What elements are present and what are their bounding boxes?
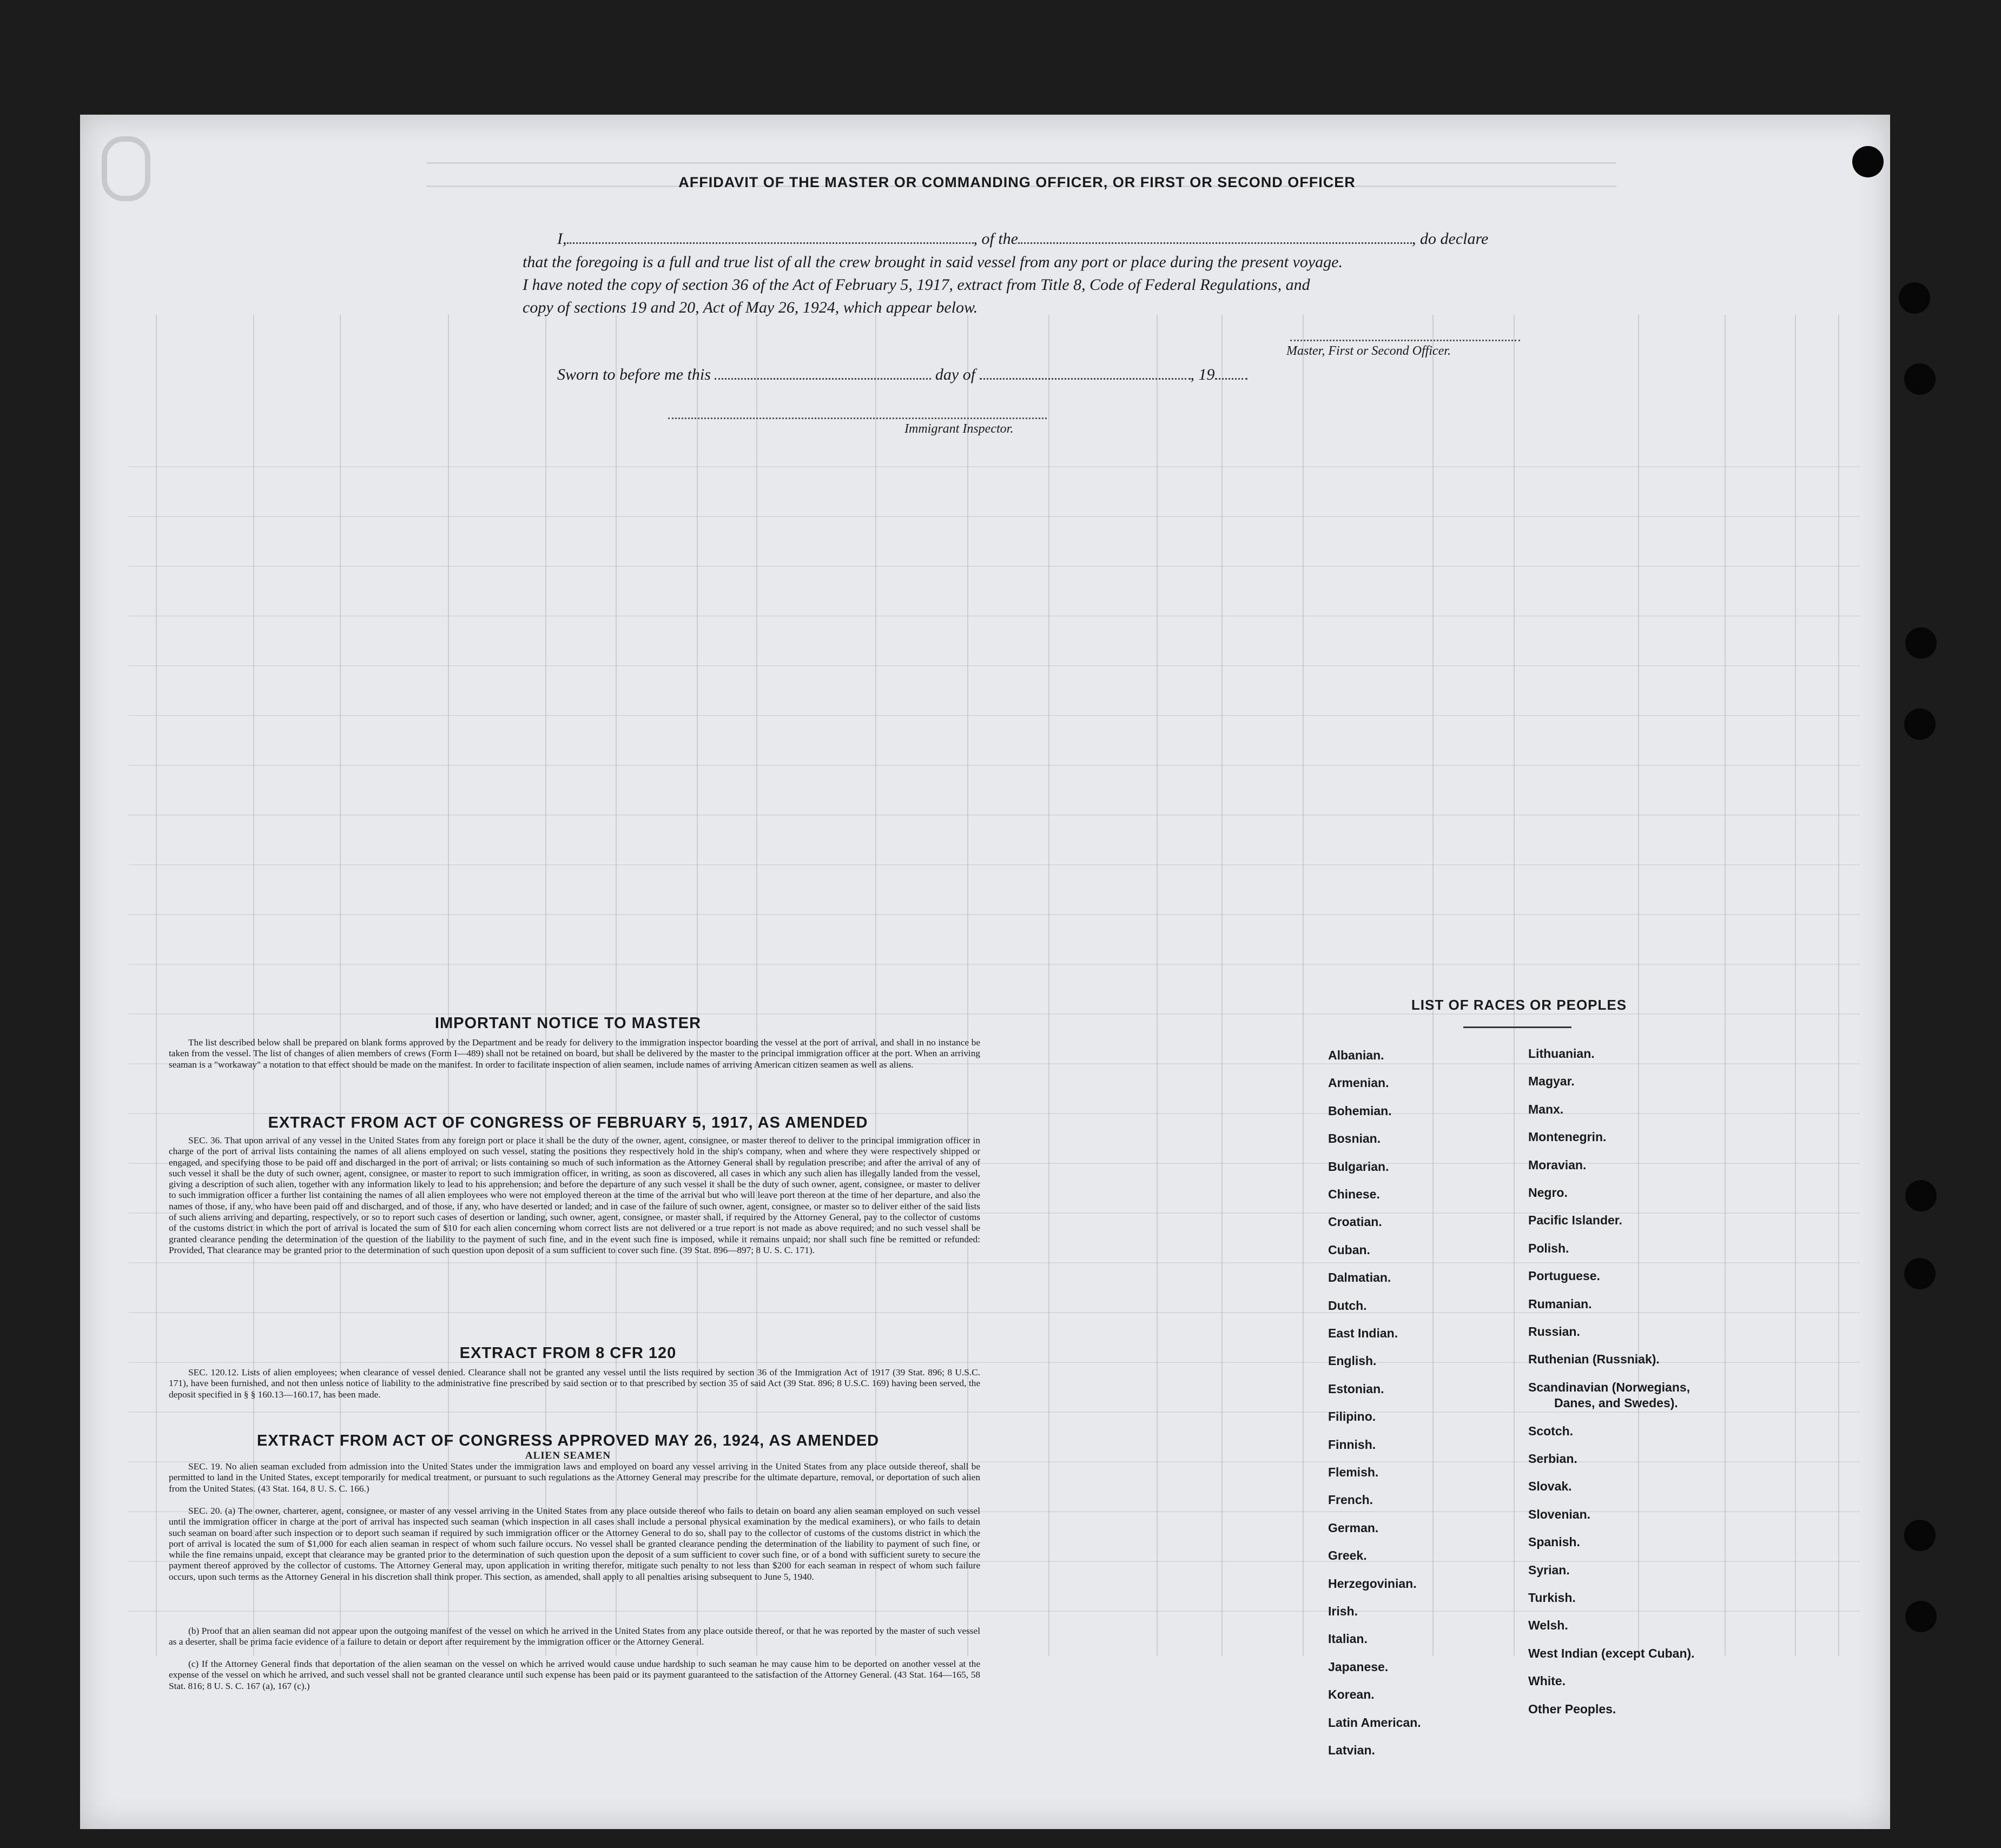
binder-hole <box>1904 363 1936 395</box>
master-caption: Master, First or Second Officer. <box>1286 344 1451 358</box>
race-item: Scandinavian (Norwegians, <box>1528 1380 1690 1394</box>
declarant-name-field[interactable] <box>567 230 974 244</box>
race-item: Welsh. <box>1528 1618 1568 1632</box>
affidavit-line-3: I have noted the copy of section 36 of the Act of February 5, 1917, extract from Title 8, Code of Federal Regulations, and <box>523 276 1310 294</box>
race-item: French. <box>1328 1493 1373 1507</box>
extract-1924-sec20c: (c) If the Attorney General finds that deportation of the alien seaman on the vessel on which he arrived would cause undue hardship to such seaman he may cause him to be deported on another vessel at the expense of the vessel on which he arrived, and such vessel shall not be granted clearance until such expense has been paid or its payment guaranteed to the satisfaction of the Attorney General. (43 Stat. 164—165, 58 Stat. 816; 8 U. S. C. 167 (a), 167 (c).) <box>169 1659 980 1691</box>
race-item: Slovak. <box>1528 1479 1572 1493</box>
race-item: West Indian (except Cuban). <box>1528 1646 1695 1660</box>
binder-hole <box>1904 1520 1936 1551</box>
binder-hole <box>1905 1601 1937 1632</box>
affidavit-line-4: copy of sections 19 and 20, Act of May 26, 1924, which appear below. <box>523 299 978 316</box>
race-item: Bulgarian. <box>1328 1160 1389 1174</box>
race-item: Latin American. <box>1328 1715 1421 1730</box>
master-signature-line[interactable] <box>1290 340 1520 341</box>
race-item: Flemish. <box>1328 1465 1379 1479</box>
race-item: Montenegrin. <box>1528 1130 1607 1144</box>
binder-hole <box>1852 146 1884 177</box>
sworn-prefix: Sworn to before me this <box>557 366 711 383</box>
extract-1917-body: SEC. 36. That upon arrival of any vessel in the United States from any foreign port or place it shall be the duty of the owner, agent, consignee, or master thereof to deliver to the principal immigration officer in charge of the port of arrival lists containing the names of all aliens employed on such vessel, stating the positions they respectively hold in the ship's company, when and where they were respectively shipped or engaged, and specifying those to be paid off and discharged in the port of arrival; or lists containing so much of such information as the Attorney General shall by regulation prescribe; and after the arrival of any of such vessel it shall be the duty of such owner, agent, consignee, or master to report to such immigration officer, in writing, as soon as discovered, all cases in which any such alien has illegally landed from the vessel, giving a description of such alien, together with any information likely to lead to his apprehension; and before the departure of any such vessel it shall be the duty of such owner, agent, consignee, or master to deliver to such immigration officer a further list containing the names of all alien employees who were not employed thereon at the time of the arrival but who will leave port thereon at the time of her departure, and also the names of those, if any, who have been paid off and discharged, and of those, if any, who have deserted or landed; and in case of the failure of such owner, agent, consignee, or master so to deliver either of the said lists of such aliens arriving and departing, respectively, or so to report such cases of desertion or landing, such owner, agent, consignee, or master shall, if required by the Attorney General, pay to the collector of customs of the customs district in which the port of arrival is located the sum of $10 for each alien concerning whom correct lists are not delivered or a true report is not made as above required; and no such vessel shall be granted clearance pending the determination of the question of the liability to the payment of such fine, and in the event such fine is imposed, while it remains unpaid; nor shall such fine be remitted or refunded: Provided, That clearance may be granted prior to the determination of such question upon deposit of a sum sufficient to cover such fine. (39 Stat. 896—897; 8 U. S. C. 171). <box>169 1135 980 1255</box>
extract-1924-title: EXTRACT FROM ACT OF CONGRESS APPROVED MAY 26, 1924, AS AMENDED <box>256 1432 880 1449</box>
race-item: Latvian. <box>1328 1743 1375 1757</box>
binder-hole <box>1899 282 1930 314</box>
race-item: Bosnian. <box>1328 1131 1381 1145</box>
notice-body: The list described below shall be prepared on blank forms approved by the Department and be ready for delivery to the immigration inspector boarding the vessel at the port of arrival, and shall in no instance be taken from the vessel. The list of changes of alien members of crews (Form I—489) shall not be retained on board, but shall be delivered by the master to the principal immigration officer at the port. When an arriving seaman is a "workaway" a notation to that effect should be made on the manifest. In order to facilitate inspection of alien seamen, include names of arriving American citizen seamen as well as aliens. <box>169 1037 980 1070</box>
sworn-year-field[interactable] <box>1215 366 1247 380</box>
extract-cfr-title: EXTRACT FROM 8 CFR 120 <box>459 1344 677 1362</box>
race-item: Herzegovinian. <box>1328 1577 1417 1591</box>
race-item: Ruthenian (Russniak). <box>1528 1352 1660 1366</box>
binder-hole <box>1904 708 1936 740</box>
race-item: Lithuanian. <box>1528 1046 1595 1061</box>
race-item: Irish. <box>1328 1604 1358 1618</box>
race-item: Scotch. <box>1528 1424 1574 1438</box>
race-item: German. <box>1328 1521 1379 1535</box>
extract-1924-sec19: SEC. 19. No alien seaman excluded from admission into the United States under the immigration laws and employed on board any vessel arriving in the United States from any place outside thereof, shall be permitted to land in the United States, except temporarily for medical treatment, or pursuant to such regulations as the Attorney General may prescribe for the ultimate departure, removal, or deportation of such alien from the United States. (43 Stat. 164, 8 U. S. C. 166.) <box>169 1461 980 1494</box>
race-item: Armenian. <box>1328 1076 1389 1090</box>
race-item: Chinese. <box>1328 1187 1380 1201</box>
race-item: Danes, and Swedes). <box>1554 1396 1678 1410</box>
races-title: LIST OF RACES OR PEOPLES <box>1411 997 1627 1013</box>
race-item: Russian. <box>1528 1324 1580 1339</box>
affidavit-declaration-line <box>557 228 1488 250</box>
extract-cfr-body: SEC. 120.12. Lists of alien employees; when clearance of vessel denied. Clearance shall not be granted any vessel until the lists required by section 36 of the Immigration Act of 1917 (39 Stat. 896; 8 U.S.C. 171), have been furnished, and not then unless notice of liability to the administrative fine prescribed by said section or to that prescribed by section 35 of said Act (39 Stat. 896; 8 U.S.C. 169) having been served, the deposit specified in § § 160.13—160.17, has been made. <box>169 1367 980 1400</box>
inspector-caption: Immigrant Inspector. <box>904 422 1014 436</box>
race-item: Polish. <box>1528 1241 1569 1255</box>
race-item: Bohemian. <box>1328 1104 1392 1118</box>
race-item: Greek. <box>1328 1548 1367 1562</box>
binder-hole <box>1905 627 1937 659</box>
sworn-line <box>557 364 1247 386</box>
race-item: Syrian. <box>1528 1563 1570 1577</box>
race-item: Italian. <box>1328 1632 1368 1646</box>
declare-text: , do declare <box>1412 230 1489 248</box>
sworn-day-of: day of <box>935 366 976 383</box>
race-item: Dalmatian. <box>1328 1270 1391 1284</box>
alien-seamen-subtitle: ALIEN SEAMEN <box>525 1450 611 1461</box>
binder-hole <box>1905 1180 1937 1211</box>
race-item: Portuguese. <box>1528 1269 1600 1283</box>
extract-1924-sec20a: SEC. 20. (a) The owner, charterer, agent, consignee, or master of any vessel arriving in the United States from any place outside thereof who fails to detain on board any alien seaman employed on such vessel until the immigration officer in charge at the port of arrival has inspected such seaman (which inspection in all cases shall include a personal physical examination by the medical examiners), or who fails to detain such seaman on board after such inspection or to deport such seaman if required by such immigration officer or the Attorney General to do so, shall pay to the collector of customs of the customs district in which the port of arrival is located the sum of $1,000 for each alien seaman in respect of whom such failure occurs. No vessel shall be granted clearance pending the determination of the liability to payment of such fine, or while the fine remains unpaid, except that clearance may be granted prior to the determination of such question upon the deposit of a sum sufficient to cover such fine, or of a bond with sufficient surety to secure the payment thereof approved by the collector of customs. The Attorney General may, upon application in writing therefor, mitigate such penalty to not less than $200 for each seaman in respect of whom such failure occurs, upon such terms as the Attorney General in his discretion shall think proper. This section, as amended, shall apply to all penalties arising subsequent to June 5, 1940. <box>169 1506 980 1582</box>
declarant-of-text: , of the <box>973 230 1018 248</box>
race-item: Cuban. <box>1328 1243 1370 1257</box>
races-title-rule <box>1463 1026 1571 1028</box>
race-item: Other Peoples. <box>1528 1702 1616 1716</box>
race-item: Albanian. <box>1328 1048 1384 1062</box>
race-item: East Indian. <box>1328 1326 1398 1340</box>
declarant-prefix: I, <box>557 230 567 248</box>
race-item: Dutch. <box>1328 1299 1367 1313</box>
race-item: Japanese. <box>1328 1660 1389 1674</box>
extract-1917-title: EXTRACT FROM ACT OF CONGRESS OF FEBRUARY 5, 1917, AS AMENDED <box>268 1114 868 1131</box>
vessel-name-field[interactable] <box>1018 230 1412 244</box>
race-item: White. <box>1528 1674 1566 1688</box>
race-item: Serbian. <box>1528 1452 1577 1466</box>
sworn-month-field[interactable] <box>980 366 1191 380</box>
race-item: Negro. <box>1528 1185 1568 1200</box>
race-item: Korean. <box>1328 1687 1375 1701</box>
inspector-signature-line[interactable] <box>668 418 1047 419</box>
race-item: Manx. <box>1528 1102 1564 1116</box>
race-item: Spanish. <box>1528 1535 1580 1549</box>
race-item: Filipino. <box>1328 1409 1376 1423</box>
race-item: Rumanian. <box>1528 1297 1592 1311</box>
binder-hole <box>1904 1258 1936 1289</box>
race-item: Finnish. <box>1328 1438 1376 1452</box>
race-item: Estonian. <box>1328 1382 1384 1396</box>
affidavit-line-2: that the foregoing is a full and true list of all the crew brought in said vessel from any port or place during the present voyage. <box>523 253 1343 271</box>
race-item: English. <box>1328 1354 1377 1368</box>
race-item: Magyar. <box>1528 1074 1575 1088</box>
sworn-year-prefix: , 19 <box>1190 366 1215 383</box>
affidavit-title: AFFIDAVIT OF THE MASTER OR COMMANDING OFFICER, OR FIRST OR SECOND OFFICER <box>678 174 1356 190</box>
race-item: Slovenian. <box>1528 1507 1591 1521</box>
race-item: Turkish. <box>1528 1591 1576 1605</box>
race-item: Croatian. <box>1328 1215 1382 1229</box>
sworn-day-field[interactable] <box>715 366 931 380</box>
race-item: Moravian. <box>1528 1158 1587 1172</box>
extract-1924-sec20b: (b) Proof that an alien seaman did not appear upon the outgoing manifest of the vessel on which he arrived in the United States from any place outside thereof, or that he was reported by the master of such vessel as a deserter, shall be prima facie evidence of a failure to detain or deport after requirement by the immigration officer or the Attorney General. <box>169 1626 980 1647</box>
notice-title: IMPORTANT NOTICE TO MASTER <box>434 1015 702 1032</box>
race-item: Pacific Islander. <box>1528 1213 1622 1227</box>
